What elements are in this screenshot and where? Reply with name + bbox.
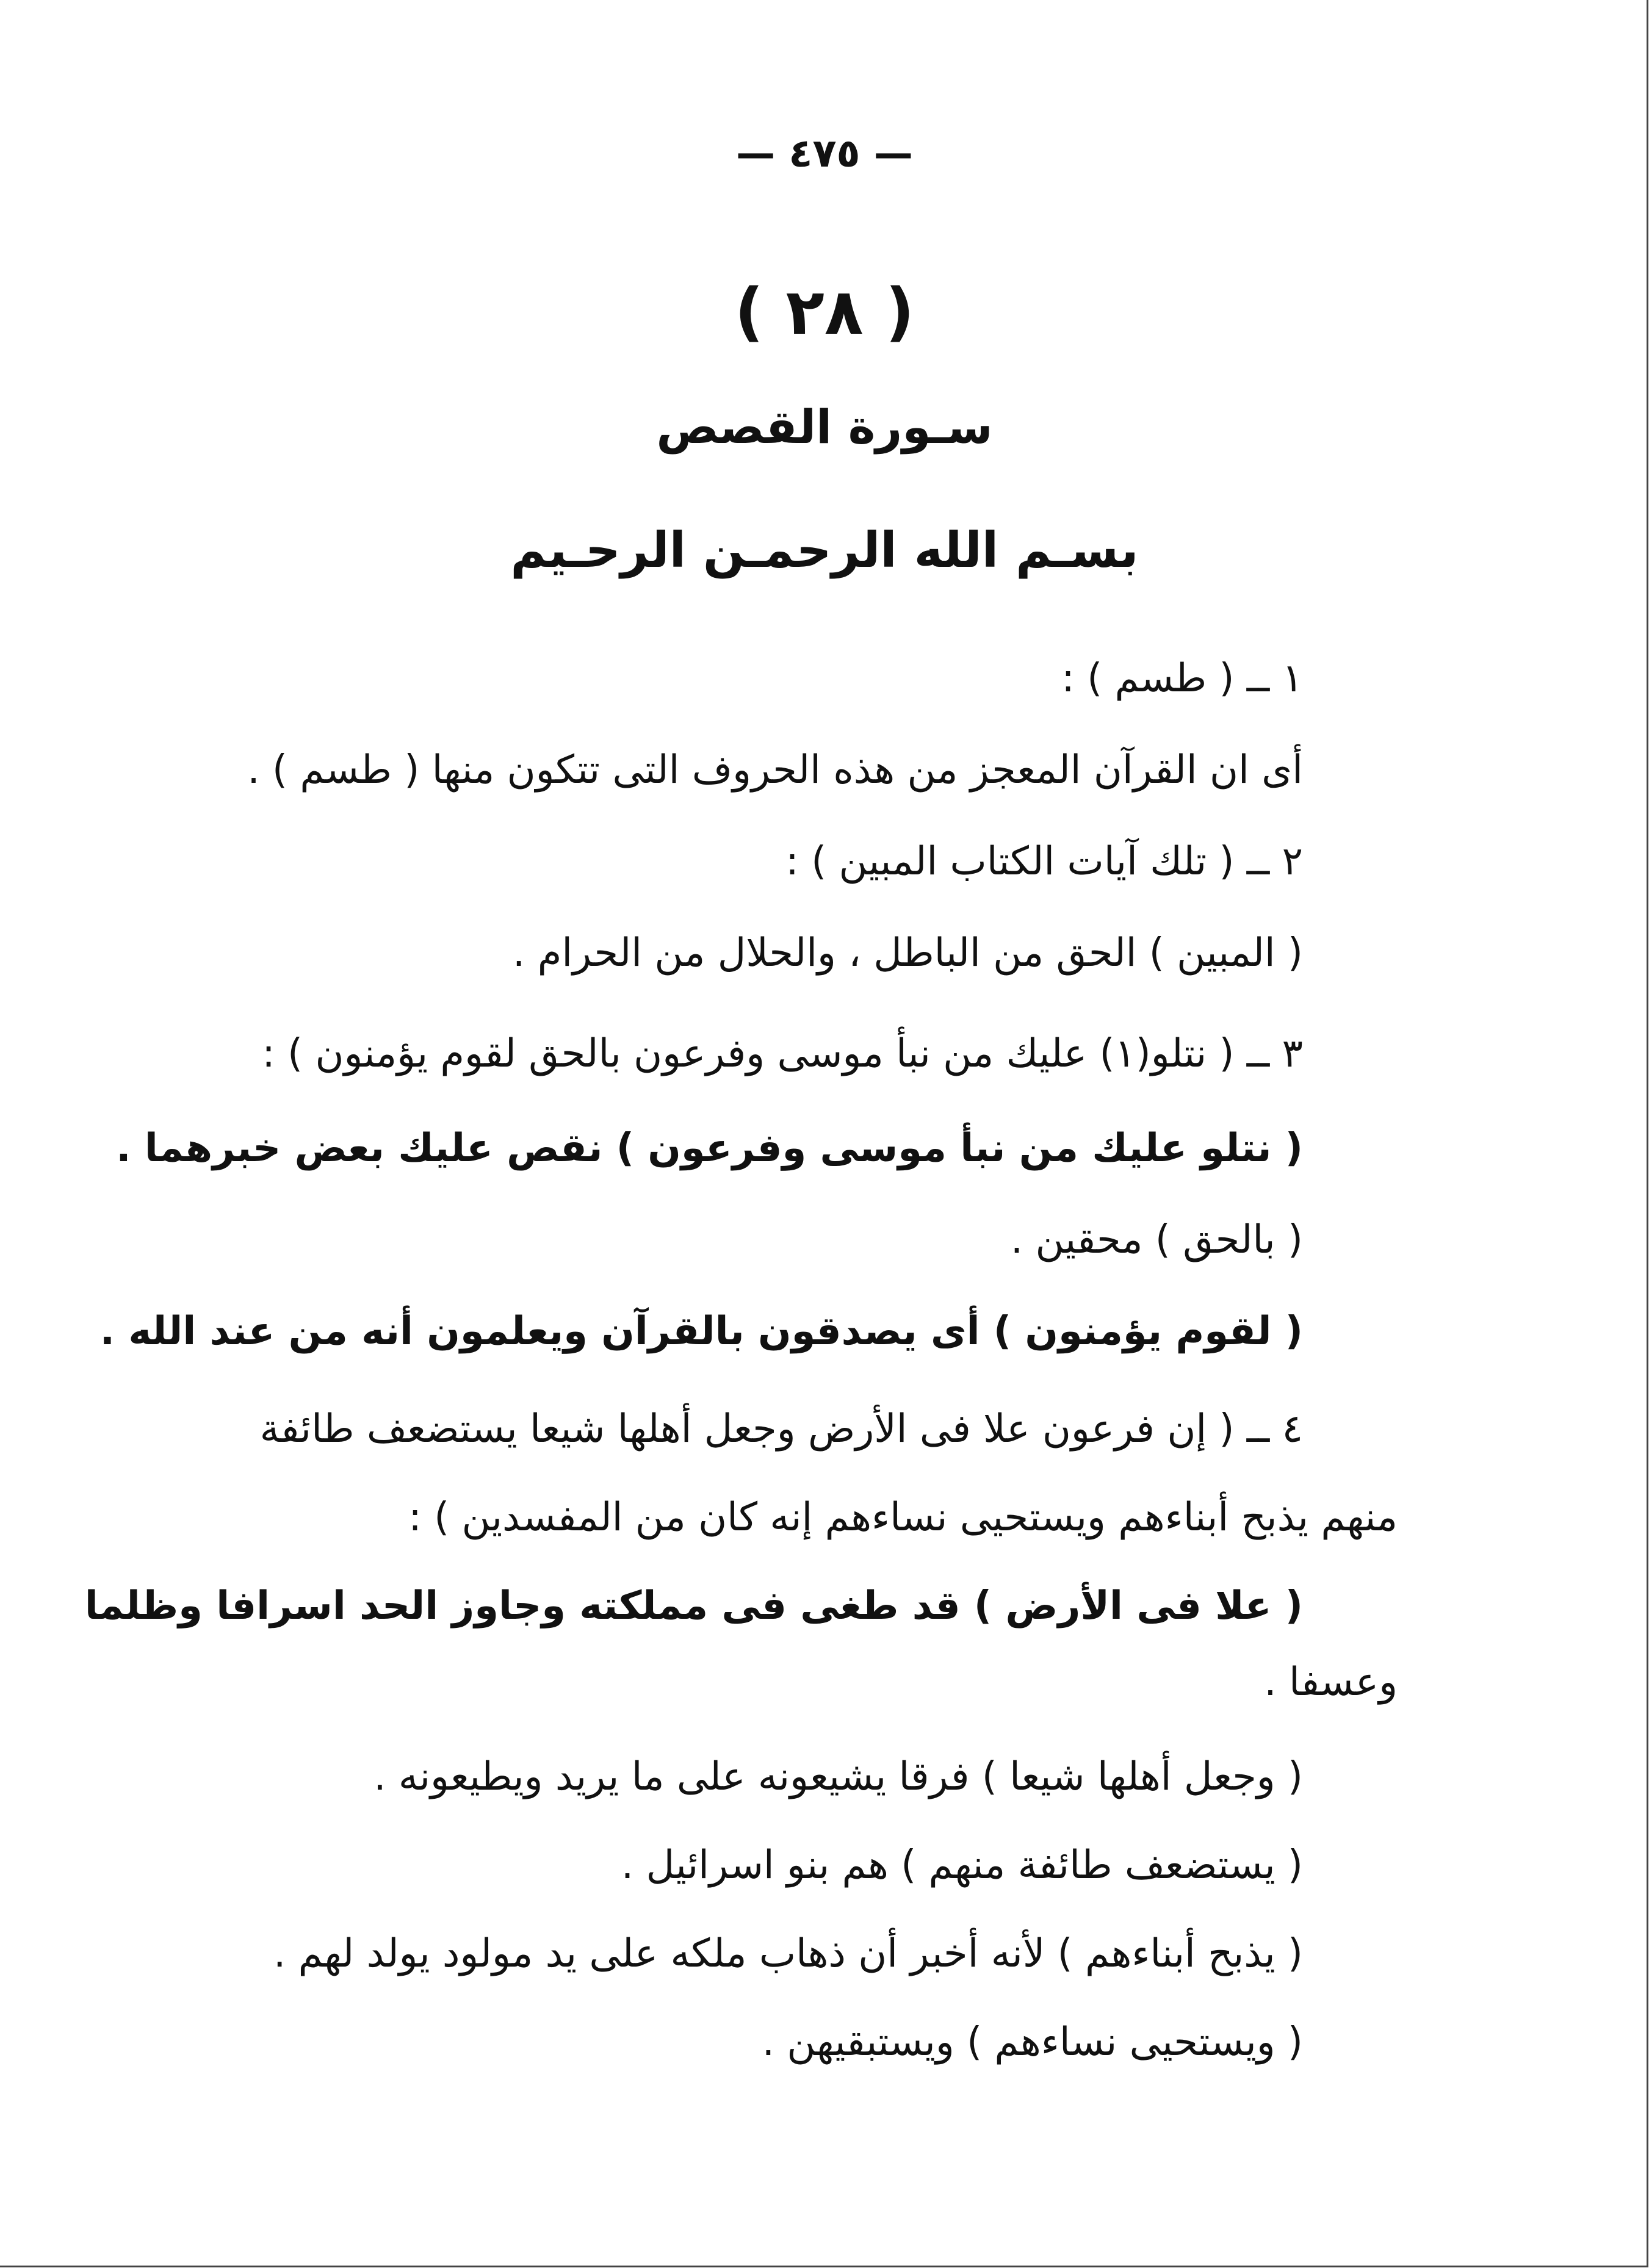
verse-4-commentary-3: ( يستضعف طائفة منهم ) هم بنو اسرائيل . — [621, 1843, 1303, 1888]
verse-4-commentary-5: ( ويستحيى نساءهم ) ويستبقيهن . — [762, 2020, 1303, 2065]
verse-4-heading-line-1: ٤ ــ ( إن فرعون علا فى الأرض وجعل أهلها شيعا يستضعف طائفة — [259, 1406, 1303, 1452]
verse-1-heading: ١ ــ ( طسم ) : — [1061, 656, 1303, 701]
verse-4-commentary-4: ( يذبح أبناءهم ) لأنه أخبر أن ذهاب ملكه على يد مولود يولد لهم . — [273, 1931, 1303, 1976]
verse-3-commentary-3: ( لقوم يؤمنون ) أى يصدقون بالقرآن ويعلمون أنه من عند الله . — [99, 1309, 1303, 1354]
verse-3-commentary-1: ( نتلو عليك من نبأ موسى وفرعون ) نقص عليك بعض خبرهما . — [116, 1126, 1303, 1171]
basmala: بسـم الله الرحمـن الرحـيم — [510, 522, 1139, 578]
verse-3-heading: ٣ ــ ( نتلو(١) عليك من نبأ موسى وفرعون بالحق لقوم يؤمنون ) : — [262, 1031, 1303, 1076]
verse-4-commentary-2: ( وجعل أهلها شيعا ) فرقا يشيعونه على ما يريد ويطيعونه . — [373, 1754, 1303, 1799]
verse-3-commentary-2: ( بالحق ) محقين . — [1010, 1217, 1303, 1262]
verse-2-heading: ٢ ــ ( تلك آيات الكتاب المبين ) : — [785, 839, 1303, 884]
chapter-number: ( ٢٨ ) — [734, 275, 915, 349]
verse-4-heading-line-2: منهم يذبح أبناءهم ويستحيى نساءهم إنه كان من المفسدين ) : — [408, 1495, 1398, 1540]
verse-2-commentary: ( المبين ) الحق من الباطل ، والحلال من الحرام . — [513, 931, 1303, 976]
surah-title: سـورة القصص — [656, 400, 993, 454]
verse-4-commentary-1-line-1: ( علا فى الأرض ) قد طغى فى مملكته وجاوز الحد اسرافا وظلما — [84, 1583, 1303, 1629]
verse-1-commentary: أى ان القرآن المعجز من هذه الحروف التى تتكون منها ( طسم ) . — [247, 747, 1303, 793]
page-number: — ٤٧٥ — — [736, 131, 913, 176]
verse-4-commentary-1-line-2: وعسفا . — [1264, 1660, 1398, 1705]
